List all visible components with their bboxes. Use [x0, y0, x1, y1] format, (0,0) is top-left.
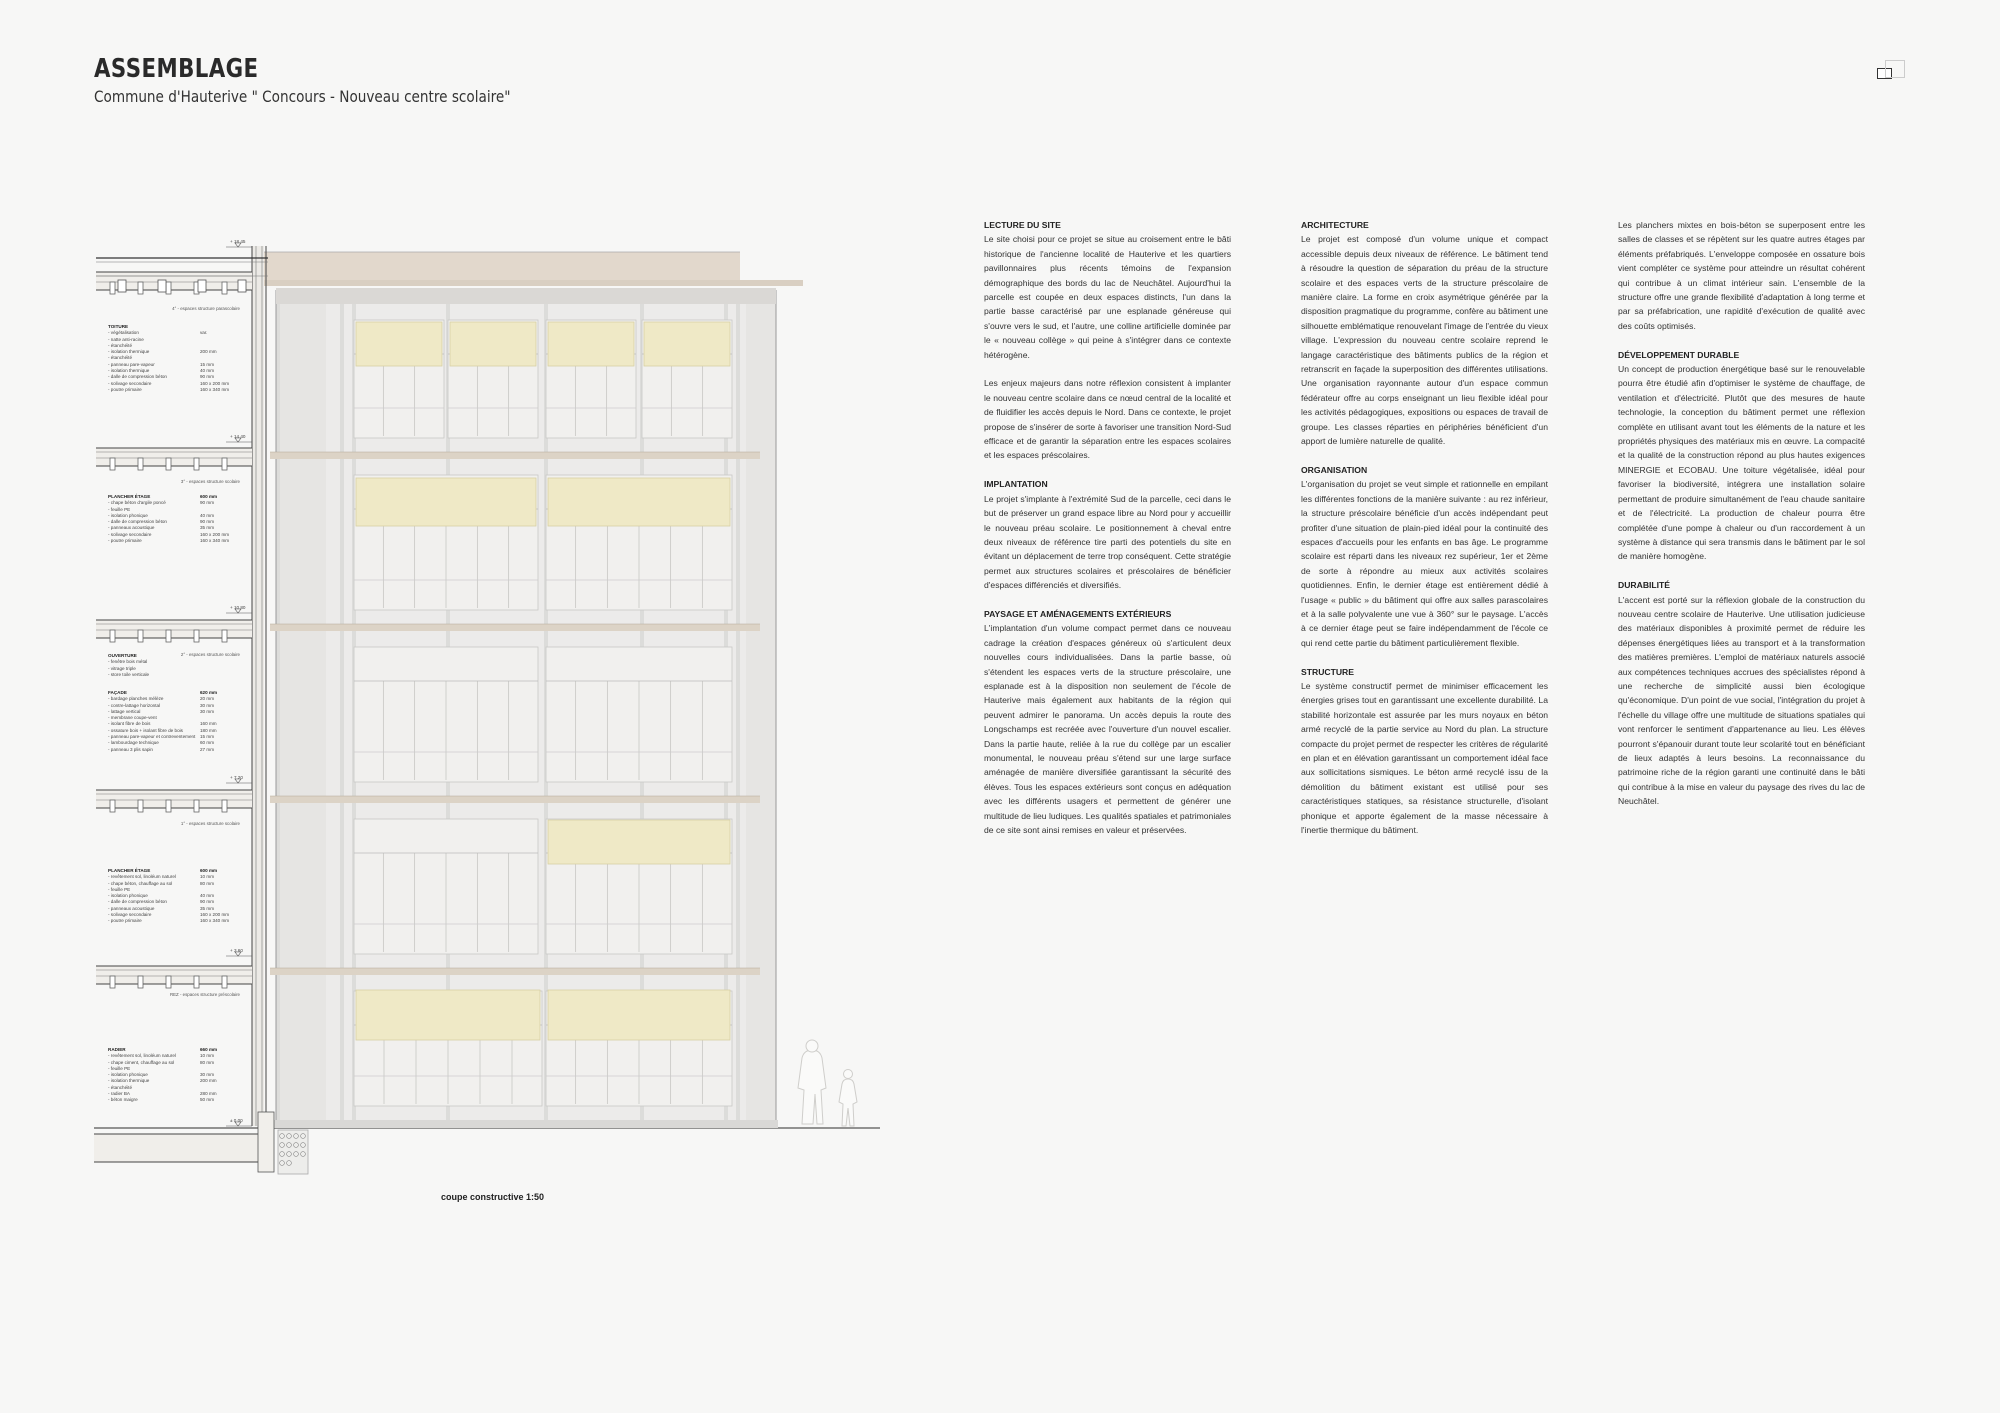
- section-paragraph: L'organisation du projet se veut simple et rationnelle en empilant les différentes fonctions de la manière suivante : au rez inférieur, la structure préscolaire bénéficie d'un accès indépendant peut profiter d'une situation de plain-pied idéal pour la continuité des espaces d'accueils pour les enfants en bas âge. Le programme scolaire est réparti dans les niveaux rez supérieur, 1er et 2ème de sorte à répondre au mieux aux activités scolaires quotidiennes. Enfin, le dernier étage est entièrement dédié à l'usage « public » du bâtiment qui offre aux salles parascolaires et à la salle polyvalente une vue à 360° sur le paysage. L'accès à ce dernier étage peut se faire indépendamment de l'école ce qui rend cette partie du bâtiment particulièrement flexible.: [1301, 479, 1548, 648]
- layer-name: - chape béton d'argile poncé: [108, 500, 166, 506]
- sun-blind: [548, 990, 730, 1040]
- foundation-slab: [94, 1134, 264, 1162]
- layer-thickness: 40 mm: [200, 368, 215, 374]
- layer-thickness: 30 mm: [200, 708, 215, 714]
- layer-name: - chape ciment, chauffage au sol: [108, 1059, 175, 1065]
- layer-thickness: 40 mm: [200, 512, 215, 518]
- floor-label: 3° - espaces structure scolaire: [180, 479, 240, 484]
- gravel-fill: [278, 1130, 308, 1174]
- joist: [110, 800, 115, 812]
- text-column-2: [1301, 218, 1548, 852]
- roof-slab: [258, 252, 740, 282]
- layer-thickness: 80 mm: [200, 1059, 215, 1065]
- layer-spec-row: [108, 386, 230, 393]
- layer-thickness: 15 mm: [200, 734, 215, 740]
- sun-blind: [356, 990, 540, 1040]
- sun-blind: [548, 478, 730, 526]
- layer-name: - revêtement sol, linoléum naturel: [108, 1053, 176, 1059]
- layer-spec: [108, 324, 230, 393]
- layer-name: - lambourdage technique: [108, 740, 159, 746]
- layer-name: - panneau pare-vapeur et contreventement: [108, 734, 196, 740]
- floor-label: 4° - espaces structure parascolaire: [172, 306, 240, 311]
- column: [736, 300, 740, 1126]
- adult-figure-head: [806, 1040, 818, 1052]
- layer-name: - revêtement sol, linoléum naturel: [108, 874, 176, 880]
- joist: [138, 800, 143, 812]
- column: [340, 300, 344, 1126]
- layer-thickness: 160 x 200 mm: [200, 912, 230, 918]
- layer-spec-total: 600 mm: [200, 868, 218, 873]
- level-label: + 18.45: [230, 239, 246, 244]
- joist: [194, 630, 199, 642]
- layer-name: - dalle de compression béton: [108, 374, 167, 380]
- level-label: + 3.60: [230, 948, 243, 953]
- layer-name: - étanchéité: [108, 355, 133, 361]
- layer-name: - radier BA: [108, 1091, 130, 1097]
- floor-slab: [270, 968, 760, 975]
- child-figure-head: [844, 1070, 853, 1079]
- layer-name: - panneau 3 plis sapin: [108, 746, 153, 752]
- layer-name: - feuille PE: [108, 506, 131, 512]
- sun-blind: [356, 322, 442, 366]
- joist: [110, 458, 115, 470]
- text-section: [984, 477, 1231, 592]
- level-label: + 7.20: [230, 775, 243, 780]
- layer-spec-row: [108, 746, 215, 753]
- layer-thickness: 160 x 340 mm: [200, 386, 230, 392]
- joist: [166, 458, 171, 470]
- section-heading: ARCHITECTURE: [1301, 220, 1369, 230]
- section-heading: DURABILITÉ: [1618, 580, 1671, 591]
- layer-thickness: 90 mm: [200, 899, 215, 905]
- layer-name: - solivage secondaire: [108, 531, 152, 537]
- layer-spec-title: PLANCHER ÉTAGE: [108, 494, 151, 499]
- layer-thickness: 27 mm: [200, 746, 215, 752]
- section-heading: PAYSAGE ET AMÉNAGEMENTS EXTÉRIEURS: [984, 608, 1172, 619]
- joist: [166, 630, 171, 642]
- joist: [110, 976, 115, 988]
- sun-blind: [548, 820, 730, 864]
- layer-name: - béton maigre: [108, 1097, 138, 1103]
- layer-spec-title: OUVERTURE: [108, 653, 137, 658]
- layer-name: - isolation phonique: [108, 512, 148, 518]
- section-heading: STRUCTURE: [1301, 666, 1354, 677]
- layer-thickness: 200 mm: [200, 349, 217, 355]
- layer-thickness: 20 mm: [200, 696, 215, 702]
- layer-name: - étanchéité: [108, 1084, 133, 1090]
- joist: [222, 630, 227, 642]
- text-section: [1618, 218, 1865, 333]
- level-label: ± 0.00: [230, 1118, 243, 1123]
- layer-name: - dalle de compression béton: [108, 519, 167, 525]
- section-heading: IMPLANTATION: [984, 479, 1048, 490]
- layer-spec-title: RADIER: [108, 1047, 126, 1052]
- layer-spec-total: 620 mm: [200, 690, 218, 695]
- roof-beam: [118, 280, 126, 292]
- page-title: ASSEMBLAGE: [94, 54, 259, 84]
- joist: [138, 630, 143, 642]
- roof-beam: [158, 280, 166, 292]
- layer-thickness: 80 mm: [200, 880, 215, 886]
- layer-name: - poutre primaire: [108, 386, 142, 392]
- layer-spec: [108, 494, 230, 544]
- joist: [166, 976, 171, 988]
- text-column-1: [984, 218, 1231, 852]
- text-section: [984, 607, 1231, 838]
- joist: [166, 282, 171, 294]
- layer-name: - végétalisation: [108, 330, 139, 336]
- drawing-caption: coupe constructive 1:50: [441, 1192, 545, 1202]
- roof-beam: [238, 280, 246, 292]
- construction-section-drawing: [0, 0, 960, 1220]
- joist: [194, 976, 199, 988]
- layer-name: - solivage secondaire: [108, 380, 152, 386]
- layer-thickness: 10 mm: [200, 874, 215, 880]
- layer-spec-row: [108, 538, 230, 544]
- text-section: [1301, 463, 1548, 650]
- layer-thickness: 280 mm: [200, 1091, 217, 1097]
- layer-thickness: 180 mm: [200, 727, 217, 733]
- joist: [166, 800, 171, 812]
- layer-thickness: var.: [200, 330, 208, 336]
- layer-thickness: 160 x 340 mm: [200, 918, 230, 924]
- joist: [222, 976, 227, 988]
- section-paragraph: Les planchers mixtes en bois-béton se superposent entre les salles de classes et se répètent sur les quatre autres étages par éléments préfabriqués. L'enveloppe composée en ossature bois vient compléter ce système pour atteindre un résultat cohérent qui contribue à un climat intérieur sain. L'ensemble de la structure offre une grande flexibilité d'adaptation à long terme et par sa préfabrication, une rapidité d'exécution de qualité avec des coûts optimisés.: [1618, 220, 1865, 331]
- text-section: [1301, 218, 1548, 449]
- layer-thickness: 30 mm: [200, 702, 215, 708]
- joist: [222, 800, 227, 812]
- ground-slab: [258, 1120, 778, 1128]
- layer-thickness: 35 mm: [200, 525, 215, 531]
- section-paragraph: L'implantation d'un volume compact permet dans ce nouveau cadrage la création d'espaces généreux où s'articulent deux nouvelles cours individualisées. Dans la partie basse, où s'étendent les espaces verts de la structure préscolaire, une esplanade est à la disposition non seulement de l'école de Hauterive mais également aux habitants de la région qui peuvent admirer le panorama. Un accès depuis la route des Longschamps est recréée avec l'ouverture d'un nouvel escalier. Dans la partie haute, reliée à la rue du collège par un escalier monumental, le nouveau préau s'étend sur une large surface aménagée de manière diversifiée garantissant la sécurité des élèves. Tous les espaces extérieurs sont conçus en adéquation avec les différents usagers et permettent de générer une multitude de lieu ludiques. Les qualités spatiales et patrimoniales de ce site sont ainsi remises en valeur et préservées.: [984, 623, 1231, 836]
- layer-name: - feuille PE: [108, 886, 131, 892]
- layer-thickness: 35 mm: [200, 905, 215, 911]
- layer-spec-row: [108, 672, 149, 678]
- roof-fascia: [276, 288, 776, 304]
- floor-label: REZ - espaces structure préscolaire: [169, 992, 240, 997]
- section-paragraph: Le projet est composé d'un volume unique et compact accessible depuis deux niveaux de référence. Le bâtiment tend à résoudre la question de séparation du préau de la structure scolaire et des espaces verts de la structure préscolaire de manière claire. La forme en croix asymétrique générée par la disposition pragmatique du programme, confère au bâtiment une silhouette emblématique renouvelant l'image de l'entrée du vieux village. L'expression du nouveau centre scolaire reprend le langage caractéristique des bâtiments publics de la région et retranscrit en façade la superposition des différentes utilisations. Une organisation rayonnante autour d'un espace commun fédérateur offre au corps enseignant un lieu flexible idéal pour les activités pédagogiques, expositions ou espaces de travail de groupe. Les classes réparties en périphéries bénéficient d'un apport de lumière naturelle de qualité.: [1301, 234, 1548, 447]
- sun-blind: [644, 322, 730, 366]
- joist: [222, 282, 227, 294]
- section-paragraph: L'accent est porté sur la réflexion globale de la construction du nouveau centre scolaire de Hauterive. Une utilisation judicieuse des matériaux disponibles à proximité permet de réduire les dépenses énergétiques liées au transport et à la transformation des matières premières. L'emploi de matériaux naturels associé aux compétences techniques accrues des spécialistes répond à une recherche de simplicité aussi bien écologique qu'économique. D'un point de vue social, l'intégration du projet à l'échelle du village offre une multitude de situations spatiales qui vont renforcer le sentiment d'appartenance au lieu. Les élèves pourront s'épanouir durant toute leur scolarité tout en bénéficiant de lieux adaptés à leurs besoins. La reconnaissance du patrimoine riche de la région garanti une continuité dans le bâti qui contribue à la mise en valeur du paysage des rives du lac de Neuchâtel.: [1618, 594, 1865, 807]
- layer-name: - poutre primaire: [108, 538, 142, 544]
- layer-spec: [108, 690, 218, 753]
- section-heading: LECTURE DU SITE: [984, 220, 1061, 230]
- layer-name: - membrane coupe-vent: [108, 715, 157, 721]
- layer-name: - isolant fibre de bois: [108, 721, 151, 727]
- layer-name: - isolation thermique: [108, 368, 150, 374]
- layer-spec-title: PLANCHER ÉTAGE: [108, 868, 151, 873]
- layer-thickness: 160 mm: [200, 721, 217, 727]
- text-section: [1301, 665, 1548, 838]
- layer-thickness: 160 x 340 mm: [200, 538, 230, 544]
- layer-name: - bardage planches mélèze: [108, 696, 164, 702]
- joist: [110, 282, 115, 294]
- layer-name: - isolation phonique: [108, 893, 148, 899]
- layer-thickness: 160 x 200 mm: [200, 380, 230, 386]
- layer-spec-title: FAÇADE: [108, 690, 127, 695]
- layer-spec: [108, 1047, 218, 1104]
- level-label: + 10.80: [230, 605, 246, 610]
- section-paragraph: Le système constructif permet de minimiser efficacement les énergies grises tout en garantissant une excellente durabilité. La stabilité horizontale est assurée par les murs noyaux en béton armé recyclé de la partie service au Nord du plan. La structure compacte du projet permet de respecter les critères de régularité en plan et en élévation garantissant un comportement idéal face aux sollicitations sismiques. Le béton armé recyclé issu de la démolition du bâtiment existant est utilisé pour ses caractéristiques statiques, sa résistance structurelle, d'isolant phonique et apporte également de la masse nécessaire à l'inertie thermique du bâtiment.: [1301, 680, 1548, 836]
- layer-name: - étanchéité: [108, 342, 133, 348]
- layer-name: - fenêtre bois métal: [108, 659, 148, 665]
- layer-name: - isolation thermique: [108, 349, 150, 355]
- layer-name: - panneaux acoustique: [108, 905, 155, 911]
- roof-beam: [198, 280, 206, 292]
- floor-label: 2° - espaces structure scolaire: [180, 652, 240, 657]
- joist: [138, 282, 143, 294]
- text-column-3: [1618, 218, 1865, 823]
- layer-name: - contre-lattage horizontal: [108, 702, 161, 708]
- section-paragraph: Le projet s'implante à l'extrémité Sud de la parcelle, ceci dans le but de préserver un grand espace libre au Nord pour y accueillir le nouveau préau scolaire. Le positionnement à cheval entre deux niveaux de référence tire parti des potentiels du site en évitant un déplacement de terre trop conséquent. Cette stratégie permet aux structures scolaires et préscolaires de bénéficier d'espaces différenciés et diversifiés.: [984, 493, 1231, 591]
- joist: [194, 458, 199, 470]
- section-heading: DÉVELOPPEMENT DURABLE: [1618, 349, 1740, 360]
- layer-name: - panneau pare-vapeur: [108, 361, 155, 367]
- layer-spec-row: [108, 1097, 215, 1103]
- text-section: [1618, 348, 1865, 564]
- floor-buildup: [96, 790, 252, 808]
- layer-name: - natte anti-racine: [108, 336, 144, 342]
- layer-name: - solivage secondaire: [108, 912, 152, 918]
- floor-slab: [270, 624, 760, 631]
- joist: [110, 630, 115, 642]
- layer-thickness: 40 mm: [200, 893, 215, 899]
- layer-name: - chape béton, chauffage au sol: [108, 880, 173, 886]
- text-section: [984, 218, 1231, 463]
- layer-name: - lattage vertical: [108, 708, 141, 714]
- column: [276, 300, 280, 1126]
- layer-name: - ossature bois + isolant fibre de bois: [108, 727, 183, 733]
- layer-name: - feuille PE: [108, 1065, 131, 1071]
- floor-buildup: [96, 448, 252, 466]
- layer-thickness: 50 mm: [200, 1097, 215, 1103]
- layer-spec-title: TOITURE: [108, 324, 129, 329]
- sun-blind: [356, 478, 536, 526]
- layer-name: - panneaux acoustique: [108, 525, 155, 531]
- adult-figure: [798, 1050, 826, 1124]
- child-figure: [839, 1079, 857, 1126]
- layer-thickness: 90 mm: [200, 374, 215, 380]
- layer-spec-total: 660 mm: [200, 1047, 218, 1052]
- joist: [222, 458, 227, 470]
- text-section: [1618, 578, 1865, 809]
- floor-label: 1° - espaces structure scolaire: [180, 821, 240, 826]
- sun-blind: [548, 322, 634, 366]
- layer-name: - isolation thermique: [108, 1078, 150, 1084]
- layer-spec: [108, 653, 149, 678]
- section-paragraph: Un concept de production énergétique basé sur le renouvelable pourra être étudié afin d'optimiser le système de chauffage, de ventilation et d'électricité. Plutôt que des mesures de haute technologie, la conception du bâtiment permet une réflexion complète en utilisant avant tout les éléments de la nature et les propriétés physiques des matériaux mis en œuvre. La compacité et la qualité de la construction répond au plus hautes exigences MINERGIE et ECOBAU. Une toiture végétalisée, idéal pour favoriser la biodiversité, intégrera une installation solaire permettant de produire simultanément de l'eau chaude sanitaire et de l'électricité. La production de chaleur pourra être complétée d'une pompe à chaleur ou d'un raccordement à un système à distance qui sera transmis dans le bâtiment par le sol de manière homogène.: [1618, 364, 1865, 562]
- layer-spec-total: 600 mm: [200, 494, 218, 499]
- layer-name: - store toile verticale: [108, 671, 150, 677]
- layer-thickness: 15 mm: [200, 361, 215, 367]
- level-label: + 14.40: [230, 434, 246, 439]
- layer-thickness: 200 mm: [200, 1078, 217, 1084]
- floor-buildup: [96, 620, 252, 638]
- layer-thickness: 30 mm: [200, 1072, 215, 1078]
- layer-name: - isolation phonique: [108, 1072, 148, 1078]
- page-subtitle: Commune d'Hauterive " Concours - Nouveau centre scolaire": [94, 87, 511, 106]
- floor-buildup: [96, 966, 252, 984]
- joist: [138, 976, 143, 988]
- floor-slab: [270, 796, 760, 803]
- layer-name: - vitrage triple: [108, 665, 136, 671]
- sun-blind: [450, 322, 536, 366]
- layer-thickness: 60 mm: [200, 740, 215, 746]
- foundation-wall: [258, 1112, 274, 1172]
- layer-thickness: 160 x 200 mm: [200, 531, 230, 537]
- layer-thickness: 90 mm: [200, 500, 215, 506]
- layer-thickness: 90 mm: [200, 519, 215, 525]
- roof-overhang: [258, 280, 803, 286]
- section-paragraph: Les enjeux majeurs dans notre réflexion consistent à implanter le nouveau centre scolaire dans ce nœud central de la localité et de fluidifier les accès depuis le Nord. Dans ce contexte, le projet propose de s'insérer de sorte à favoriser une transition Nord-Sud efficace et de garantir la séparation entre les espaces scolaires et les espaces préscolaires.: [984, 378, 1231, 461]
- layer-spec-row: [108, 918, 230, 924]
- joist: [138, 458, 143, 470]
- floor-slab: [270, 452, 760, 459]
- layer-name: - poutre primaire: [108, 918, 142, 924]
- section-paragraph: Le site choisi pour ce projet se situe au croisement entre le bâti historique de l'ancienne localité de Hauterive et les quartiers pavillonnaires plus récents témoins de l'expansion démographique des bords du lac de Neuchâtel. Aujourd'hui la parcelle est coupée en deux espaces distincts, l'un dans la partie basse caractérisé par une esplanade généreuse qui s'ouvre vers le sud, et l'autre, une colline artificielle dominée par le « nouveau collège » qui peine à s'intégrer dans ce contexte hétérogène.: [984, 234, 1231, 360]
- joist: [194, 800, 199, 812]
- page-navigation-icon[interactable]: [1877, 60, 1905, 80]
- layer-spec: [108, 868, 230, 925]
- layer-thickness: 10 mm: [200, 1053, 215, 1059]
- layer-name: - dalle de compression béton: [108, 899, 167, 905]
- section-heading: ORGANISATION: [1301, 464, 1368, 475]
